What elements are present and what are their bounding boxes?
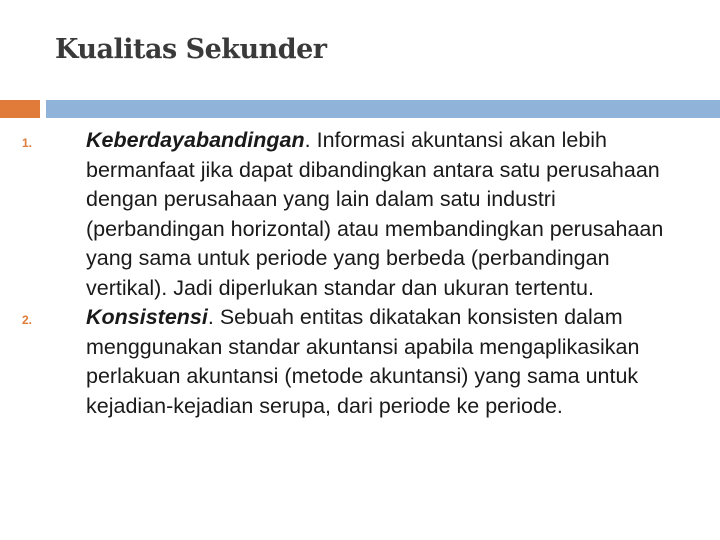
accent-bar-orange	[0, 100, 40, 118]
list-number: 2.	[22, 313, 33, 327]
item-text: Sebuah entitas dikatakan konsisten dalam menggunakan standar akuntansi apabila mengaplikasikan perlakuan akuntansi (metode akuntansi) yang sama untuk kejadian-kejadian serupa, dari periode ke periode.	[86, 305, 640, 418]
term-suffix: .	[304, 128, 311, 152]
term-label: Konsistensi	[86, 305, 208, 329]
item-text: Informasi akuntansi akan lebih bermanfaat jika dapat dibandingkan antara satu perusahaan dengan perusahaan yang lain dalam satu industri (perbandingan horizontal) atau membandingkan perusahaan yang sama untuk periode yang berbeda (perbandingan vertikal). Jadi diperlukan standar dan ukuran tertentu.	[86, 128, 664, 300]
slide-title: Kualitas Sekunder	[55, 34, 327, 65]
accent-bar-blue	[46, 100, 720, 118]
list-number: 1.	[22, 136, 33, 150]
list-item-konsistensi	[22, 303, 692, 421]
term-suffix: .	[207, 305, 214, 329]
content-list	[22, 126, 692, 421]
term-label: Keberdayabandingan	[86, 128, 305, 152]
list-item-keberdayabandingan	[22, 126, 692, 303]
